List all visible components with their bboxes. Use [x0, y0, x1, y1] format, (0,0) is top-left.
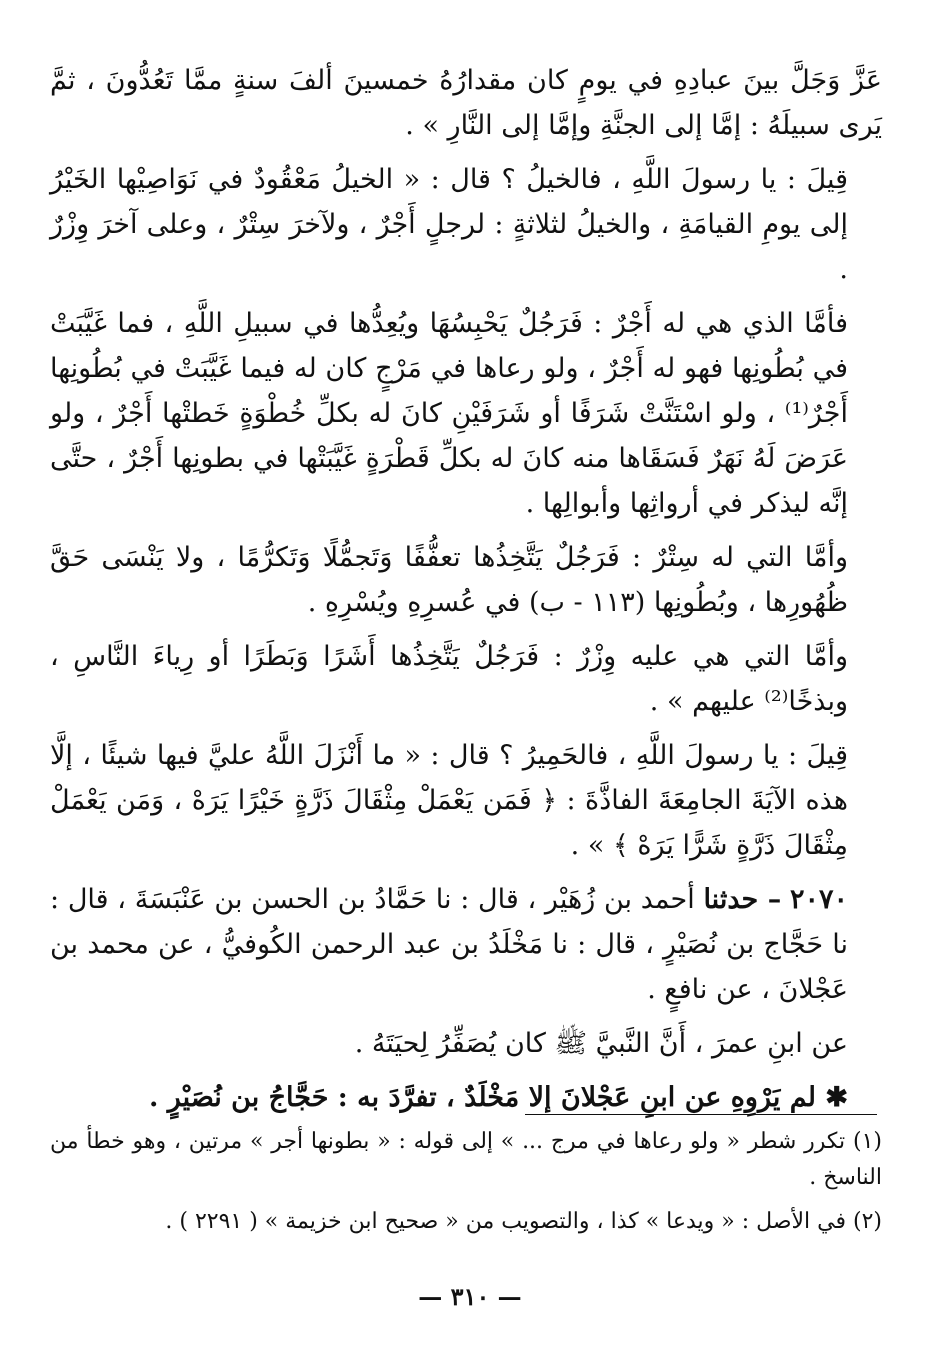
paragraph-hadith-text: عن ابنِ عمرَ ، أَنَّ النَّبيَّ ﷺ كان يُصَفِّرُ لِحيَتَهُ . — [354, 1028, 848, 1059]
main-text — [50, 58, 882, 1129]
footnote-2: (٢) في الأصل : « ويدعا » كذا ، والتصويب من « صحيح ابن خزيمة » ( ٢٢٩١ ) . — [165, 1209, 882, 1234]
paragraph-hadith-chain — [50, 877, 882, 1012]
paragraph-covering: وأمَّا التي له سِتْرٌ : فَرَجُلٌ يَتَّخِذُها تعفُّفًا وَتَجمُّلًا وَتَكرُّمًا ، ولا يَنْسَى حَقَّ ظُهُورِها ، وبُطُونِها (١١٣ - ب) في عُسرِهِ ويُسْرِهِ . — [50, 542, 848, 618]
paragraph-continuation: عَزَّ وَجَلَّ بينَ عبادِهِ في يومٍ كان مقدارُهُ خمسينَ ألفَ سنةٍ ممَّا تَعُدُّونَ ، ثمَّ يَرى سبيلَهُ : إمَّا إلى الجنَّةِ وإمَّا إلى النَّارِ » . — [50, 65, 882, 141]
page-number: — ٣١٠ — — [418, 1282, 522, 1311]
footnote-1: (١) تكرر شطر « ولو رعاها في مرج ... » إلى قوله : « بطونها أجر » مرتين ، وهو خطأ من الناسخ . — [50, 1129, 882, 1190]
paragraph-narration-note: ✱ لم يَرْوِهِ عن ابنِ عَجْلانَ إلا مَخْلَدٌ ، تفرَّدَ به : حَجَّاجُ بن نُصَيْرٍ . — [148, 1082, 848, 1113]
footnotes — [50, 1124, 882, 1248]
hadith-chain-text: أحمد بن زُهَيْر ، قال : نا حَمَّادُ بن الحسن بن عَنْبَسَةَ ، قال : نا حَجَّاج بن نُصَيْرٍ ، قال : نا مَخْلَدُ بن عبد الرحمن الكُوفيُّ ، عن محمد بن عَجْلانَ ، عن نافعٍ . — [50, 884, 848, 1005]
paragraph-reward: فأمَّا الذي هي له أَجْرٌ : فَرَجُلٌ يَحْبِسُهَا ويُعِدُّها في سبيلِ اللَّهِ ، فما غَيَّبَتْ في بُطُونِها فهو له أَجْرٌ ، ولو رعاها في مَرْجٍ كان له فيما غَيَّبَتْ في بُطُونِها أَجْرٌ⁽¹⁾ ، ولو اسْتَنَّتْ شَرَفًا أو شَرَفَيْنِ كانَ له بكلِّ خُطْوَةٍ خَطتْها أَجْرٌ ، ولو عَرَضَ لَهُ نَهَرٌ فَسَقَاها منه كانَ له بكلِّ قَطْرَةٍ غَيَّبَتْها في بطونِها أَجْرٌ ، حتَّى إنَّه ليذكر في أرواثِها وأبوالِها . — [50, 308, 848, 519]
footnote-divider — [525, 1114, 877, 1115]
paragraph-horses-question: قِيلَ : يا رسولَ اللَّهِ ، فالخيلُ ؟ قال : « الخيلُ مَعْقُودٌ في نَوَاصِيْها الخَيْرُ إلى يومِ القيامَةِ ، والخيلُ لثلاثةٍ : لرجلٍ أَجْرٌ ، ولآخرَ سِتْرٌ ، وعلى آخرَ وِزْرٌ . — [50, 164, 848, 285]
paragraph-donkeys-question: قِيلَ : يا رسولَ اللَّهِ ، فالحَمِيرُ ؟ قال : « ما أَنْزَلَ اللَّهُ عليَّ فيها شيئًا ، إلَّا هذه الآيَةَ الجامِعَةَ الفاذَّةَ : ﴿ فَمَن يَعْمَلْ مِثْقَالَ ذَرَّةٍ خَيْرًا يَرَهْ ، وَمَن يَعْمَلْ مِثْقَالَ ذَرَّةٍ شَرًّا يَرَهْ ﴾ » . — [50, 740, 848, 861]
paragraph-burden: وأمَّا التي هي عليه وِزْرٌ : فَرَجُلٌ يَتَّخِذُها أَشَرًا وَبَطَرًا أو رِياءَ النَّاسِ ، وبذخًا⁽²⁾ عليهم » . — [50, 641, 848, 717]
hadith-number: ٢٠٧٠ — [789, 884, 848, 915]
hadith-lead: – حدثنا — [703, 884, 782, 915]
